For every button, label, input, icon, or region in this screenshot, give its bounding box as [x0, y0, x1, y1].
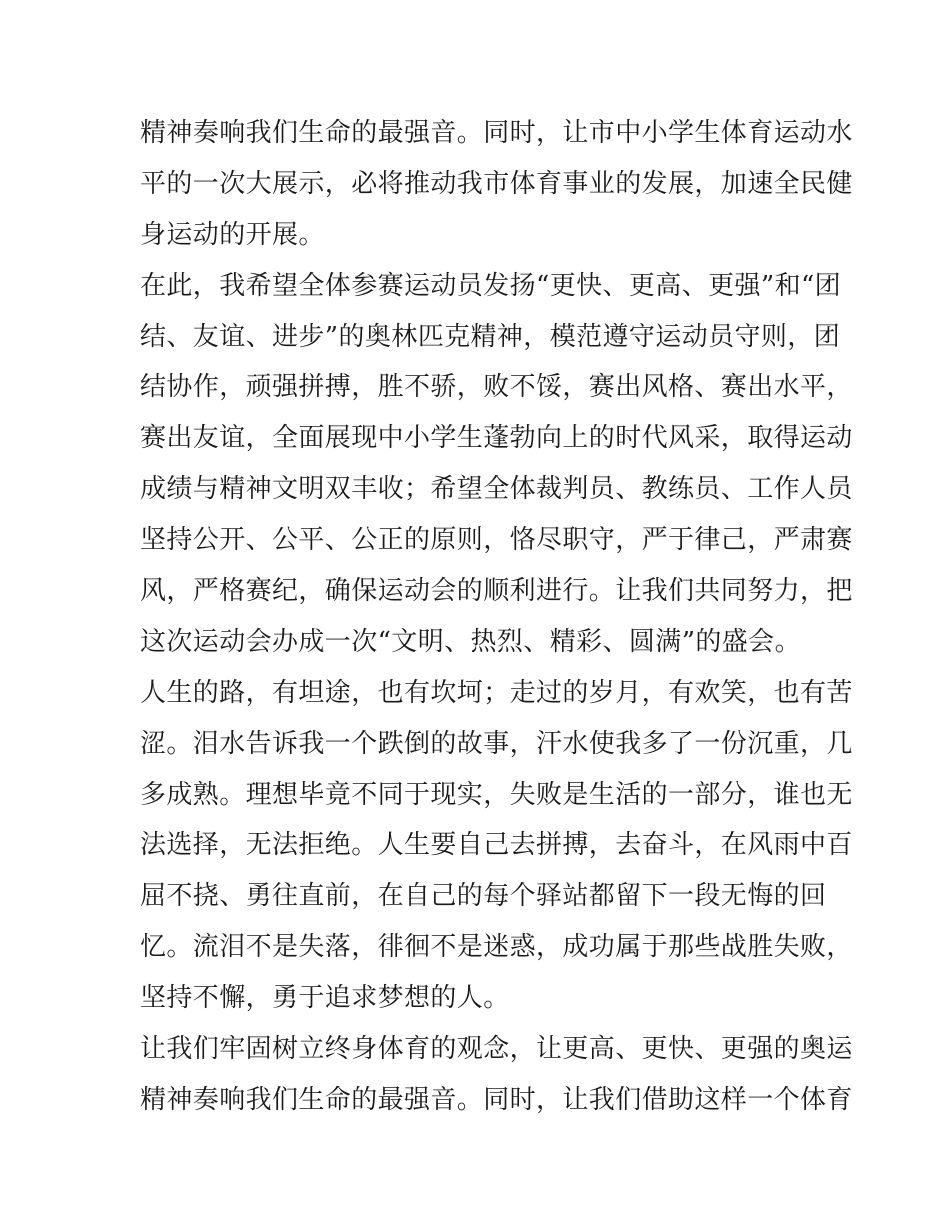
text-line: 结、友谊、进步”的奥林匹克精神，模范遵守运动员守则，团 [140, 321, 841, 352]
text-line: 法选择，无法拒绝。人生要自己去拼搏，去奋斗，在风雨中百 [140, 830, 853, 861]
text-line: 让我们牢固树立终身体育的观念，让更高、更快、更强的奥运 [140, 1034, 853, 1065]
paragraph-4 [140, 1024, 853, 1126]
paragraph-3 [140, 668, 853, 1024]
text-line: 在此，我希望全体参赛运动员发扬“更快、更高、更强”和“团 [140, 270, 842, 301]
text-line: 涩。泪水告诉我一个跌倒的故事，汗水使我多了一份沉重，几 [140, 728, 853, 759]
text-line: 多成熟。理想毕竟不同于现实，失败是生活的一部分，谁也无 [140, 779, 853, 810]
text-line: 坚持公开、公平、公正的原则，恪尽职守，严于律己，严肃赛 [140, 525, 853, 556]
text-line: 坚持不懈，勇于追求梦想的人。 [140, 983, 510, 1014]
paragraph-2 [140, 261, 853, 668]
text-line: 平的一次大展示，必将推动我市体育事业的发展，加速全民健 [140, 168, 853, 199]
text-line: 这次运动会办成一次“文明、热烈、精彩、圆满”的盛会。 [140, 626, 801, 657]
text-line: 人生的路，有坦途，也有坎坷；走过的岁月，有欢笑，也有苦 [140, 677, 853, 708]
text-line: 成绩与精神文明双丰收；希望全体裁判员、教练员、工作人员 [140, 474, 853, 505]
text-line: 身运动的开展。 [140, 219, 325, 250]
text-line: 风，严格赛纪，确保运动会的顺利进行。让我们共同努力，把 [140, 576, 853, 607]
text-line: 结协作，顽强拼搏，胜不骄，败不馁，赛出风格、赛出水平， [140, 372, 853, 403]
text-line: 精神奏响我们生命的最强音。同时，让我们借助这样一个体育 [140, 1084, 853, 1115]
text-line: 赛出友谊，全面展现中小学生蓬勃向上的时代风采，取得运动 [140, 423, 853, 454]
document-body [140, 108, 853, 1126]
text-line: 精神奏响我们生命的最强音。同时，让市中小学生体育运动水 [140, 118, 853, 148]
text-line: 忆。流泪不是失落，徘徊不是迷惑，成功属于那些战胜失败， [140, 932, 853, 963]
text-line: 屈不挠、勇往直前，在自己的每个驿站都留下一段无悔的回 [140, 881, 827, 912]
paragraph-1 [140, 108, 853, 261]
